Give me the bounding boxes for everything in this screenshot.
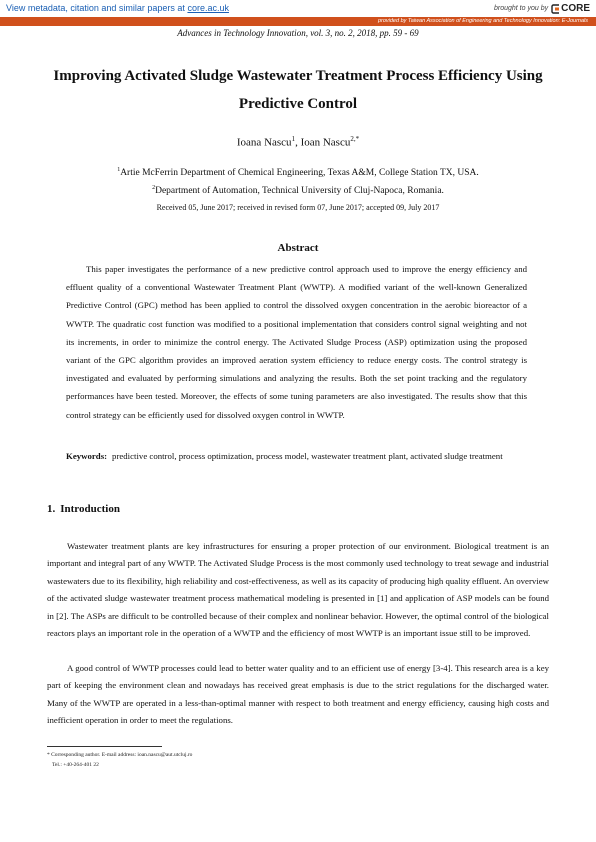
author-name: Ioana Nascu <box>236 136 292 149</box>
core-ac-uk-link[interactable]: core.ac.uk <box>187 3 229 13</box>
core-logo-text: CORE <box>561 3 590 14</box>
affiliation-mark: 1 <box>117 167 121 173</box>
footnote-telephone: Tel.: +40-264-401 22 <box>52 762 99 768</box>
affiliation-mark: 2 <box>152 185 156 191</box>
core-metadata-text: View metadata, citation and similar papers at <box>6 3 188 13</box>
author-name: Ioan Nascu <box>300 136 351 149</box>
section-number: 1. <box>47 503 56 515</box>
core-metadata-link[interactable] <box>6 3 229 13</box>
affiliation-1 <box>0 167 596 178</box>
footnote-corresponding-author: * Corresponding author. E-mail address: ioan.nascu@aut.utcluj.ro <box>47 752 193 758</box>
core-logo-icon <box>551 4 560 14</box>
author-list <box>0 135 596 149</box>
provided-by-text: provided by Taiwan Association of Engineering and Technology Innovation: E-Journals <box>377 18 588 24</box>
author-affiliation-mark: 2,* <box>350 135 360 143</box>
core-logo[interactable] <box>551 3 590 14</box>
section-title: Introduction <box>60 503 120 515</box>
journal-citation: Advances in Technology Innovation, vol. 3, no. 2, 2018, pp. 59 - 69 <box>177 28 419 38</box>
author-affiliation-mark: 1 <box>291 135 296 143</box>
keywords-text: predictive control, process optimization, process model, wastewater treatment plant, activated sludge treatment <box>112 451 503 461</box>
keywords <box>66 451 527 462</box>
intro-paragraph-2: A good control of WWTP processes could lead to better water quality and to an efficient use of energy [3-4]. This research area is a key part of keeping the environment clean and nowadays has received great emphasis is due to the strict regulations for the discharged water. Many of the WWTP are operated in a less-than-optimal manner with respect to both treatment and energy efficiency, causing high costs and inefficient operation in order to meet the regulations. <box>47 663 549 726</box>
keywords-label: Keywords: <box>66 451 108 461</box>
received-dates: Received 05, June 2017; received in revised form 07, June 2017; accepted 09, July 2017 <box>156 203 440 212</box>
intro-paragraph-1: Wastewater treatment plants are key infrastructures for ensuring a proper protection of our environment. Biological treatment is an important and integral part of any WWTP. The Activated Sludge Process is the most commonly used technology to treat sewage and industrial wastewaters due to its flexibility, high reliability and cost-effectiveness, as well as its capacity of producing high quality effluent. An overview of the activated sludge wastewater treatment process mathematical modeling is presented in [1] and application of ASP models can be found in [2]. The ASPs are difficult to be controlled because of their complex and nonlinear behavior. However, the optimal control of the biological reactors plays an important role in the operation of a WWTP and the efficiency of most WWTP is an important issue still to be improved. <box>47 541 549 639</box>
footnote-divider <box>47 746 162 747</box>
core-top-bar <box>0 0 596 17</box>
abstract-heading: Abstract <box>277 242 319 254</box>
abstract-text: This paper investigates the performance of a new predictive control approach used to improve the energy efficiency and effluent quality of a conventional Wastewater Treatment Plant (WWTP). A modified variant of the well-known Generalized Predictive Control (GPC) method has been applied to control the dissolved oxygen concentration in the aerobic bioreactor of a WWTP. The quadratic cost function was modified to a positional implementation that considers control signal weighting and not its increments, in order to minimize the control energy. The Activated Sludge Process (ASP) optimization using the proposed variant of the GPC algorithm provides an improved aeration system efficiency to reduce energy costs. The control strategy is investigated and evaluated by performing simulations and analyzing the results. Both the set point tracking and the regulatory performances have been tested. Moreover, the effects of some tuning parameters are also investigated. The results show that this control strategy can be efficiently used for dissolved oxygen control in WWTP. <box>66 264 527 420</box>
brought-by-text: brought to you by <box>494 5 549 12</box>
affiliation-text: Department of Automation, Technical University of Cluj-Napoca, Romania. <box>155 186 444 197</box>
section-heading-introduction <box>47 503 120 515</box>
core-brought-by[interactable] <box>494 3 590 14</box>
affiliation-2 <box>0 185 596 196</box>
affiliation-text: Artie McFerrin Department of Chemical Engineering, Texas A&M, College Station TX, USA. <box>120 168 479 179</box>
author-separator: , <box>295 136 301 149</box>
provided-by-bar[interactable] <box>0 17 596 26</box>
paper-title: Improving Activated Sludge Wastewater Treatment Process Efficiency Using Predictive Control <box>53 68 543 112</box>
